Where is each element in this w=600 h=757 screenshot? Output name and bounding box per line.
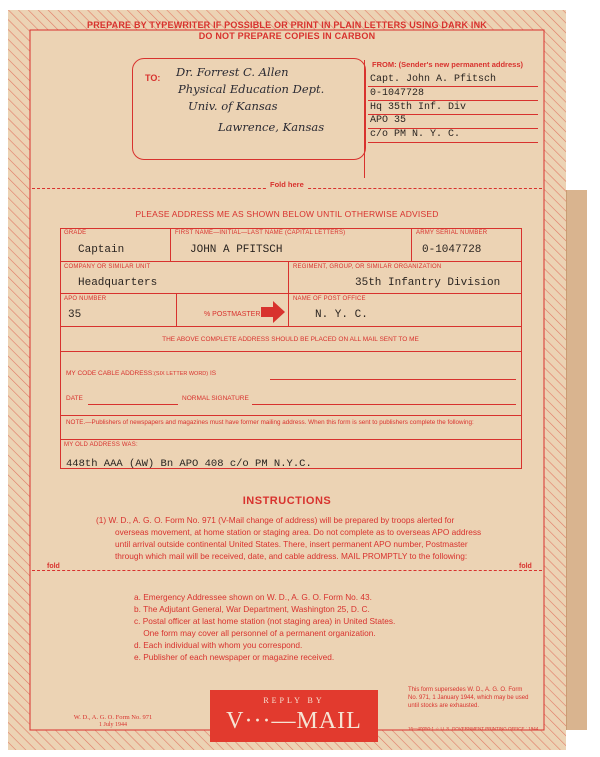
- footer-form-no: W. D., A. G. O. Form No. 971: [73, 714, 153, 721]
- postmaster-label: % POSTMASTER: [204, 311, 261, 318]
- cable-label: [66, 370, 216, 377]
- name-value: JOHN A PFITSCH: [190, 244, 283, 256]
- from-label: FROM: (Sender's new permanent address): [372, 60, 523, 69]
- list-item-e: e. Publisher of each newspaper or magazine received.: [134, 652, 335, 662]
- header-line-2: DO NOT PREPARE COPIES IN CARBON: [198, 31, 376, 41]
- old-address-label: MY OLD ADDRESS WAS:: [64, 442, 138, 448]
- post-office-value: N. Y. C.: [315, 309, 368, 321]
- cable-label-text: MY CODE CABLE ADDRESS:: [66, 370, 155, 377]
- lower-fold-line: [32, 570, 542, 571]
- from-line-2: 0-1047728: [370, 88, 425, 99]
- supersedes-1: This form supersedes W. D., A. G. O. Form: [408, 687, 523, 693]
- grade-label: GRADE: [64, 230, 87, 236]
- regiment-label: REGIMENT, GROUP, OR SIMILAR ORGANIZATION: [293, 264, 442, 270]
- vmail-form: [8, 10, 566, 750]
- supersedes-2: No. 971, 1 January 1944, which may be used: [408, 695, 529, 701]
- publisher-note: NOTE.—Publishers of newspapers and magazines must have former mailing address. When this form is sent to publishers complete the following:: [66, 419, 474, 426]
- cable-is: IS: [209, 370, 217, 377]
- address-heading: PLEASE ADDRESS ME AS SHOWN BELOW UNTIL OTHERWISE ADVISED: [135, 209, 439, 219]
- list-item-a: a. Emergency Addressee shown on W. D., A. G. O. Form No. 43.: [134, 592, 372, 602]
- to-line-2: Physical Education Dept.: [178, 82, 325, 96]
- supersedes-3: until stocks are exhausted.: [408, 703, 480, 709]
- instructions-para-4: through which mail will be received, date, and cable address. MAIL PROMPTLY to the following:: [115, 551, 468, 561]
- address-notice: THE ABOVE COMPLETE ADDRESS SHOULD BE PLACED ON ALL MAIL SENT TO ME: [162, 336, 419, 343]
- apo-value: 35: [68, 309, 82, 321]
- regiment-value: 35th Infantry Division: [355, 277, 501, 289]
- apo-label: APO NUMBER: [64, 296, 107, 302]
- post-office-label: NAME OF POST OFFICE: [293, 296, 366, 302]
- list-item-b: b. The Adjutant General, War Department, Washington 25, D. C.: [134, 604, 370, 614]
- from-line-1: Capt. John A. Pfitsch: [370, 74, 497, 85]
- instructions-para-1: (1) W. D., A. G. O. Form No. 971 (V-Mail change of address) will be prepared by troops alerted for: [96, 515, 455, 525]
- signature-label: NORMAL SIGNATURE: [182, 395, 249, 402]
- to-line-3: Univ. of Kansas: [188, 99, 278, 113]
- vmail-logo: [210, 690, 378, 742]
- fold-here-label: Fold here: [266, 180, 308, 189]
- from-line-3: Hq 35th Inf. Div: [370, 102, 467, 113]
- to-label: TO:: [145, 73, 161, 83]
- grade-value: Captain: [78, 244, 125, 256]
- list-item-c-cont: One form may cover all personnel of a permanent organization.: [134, 628, 376, 638]
- right-flap: [566, 190, 587, 730]
- fold-label-left: fold: [44, 563, 63, 570]
- instructions-para-3: until arrival outside continental United States. There, insert permanent APO number, Postmaster: [115, 539, 468, 549]
- serial-value: 0-1047728: [422, 244, 482, 256]
- header-line-1: PREPARE BY TYPEWRITER IF POSSIBLE OR PRINT IN PLAIN LETTERS USING DARK INK: [87, 20, 487, 30]
- list-item-c: c. Postal officer at last home station (not staging area) in United States.: [134, 616, 396, 626]
- from-line-5: c/o PM N. Y. C.: [370, 129, 461, 140]
- gpo-print-line: 16—40050-1 ☆ U. S. GOVERNMENT PRINTING OFFICE : 1944: [408, 726, 539, 731]
- reply-by-label: REPLY BY: [263, 696, 325, 705]
- instructions-para-2: overseas movement, at home station or staging area. Do not complete as to overseas APO address: [115, 527, 482, 537]
- to-line-4: Lawrence, Kansas: [218, 120, 325, 134]
- company-label: COMPANY OR SIMILAR UNIT: [64, 264, 151, 270]
- cable-sub: (SIX LETTER WORD): [154, 371, 209, 377]
- instructions-title: INSTRUCTIONS: [242, 495, 332, 507]
- old-address-value: 448th AAA (AW) Bn APO 408 c/o PM N.Y.C.: [66, 458, 312, 470]
- list-item-d: d. Each individual with whom you correspond.: [134, 640, 303, 650]
- fold-label-right: fold: [516, 563, 535, 570]
- to-line-1: Dr. Forrest C. Allen: [176, 65, 289, 79]
- date-label: DATE: [66, 395, 83, 402]
- name-label: FIRST NAME—INITIAL—LAST NAME (CAPITAL LETTERS): [175, 230, 346, 236]
- vmail-wordmark: V···—MAIL: [226, 708, 362, 734]
- from-line-4: APO 35: [370, 115, 407, 126]
- footer-form-date: 1 July 1944: [98, 722, 127, 728]
- serial-label: ARMY SERIAL NUMBER: [416, 230, 488, 236]
- company-value: Headquarters: [78, 277, 158, 289]
- arrow-right-icon: [261, 301, 285, 323]
